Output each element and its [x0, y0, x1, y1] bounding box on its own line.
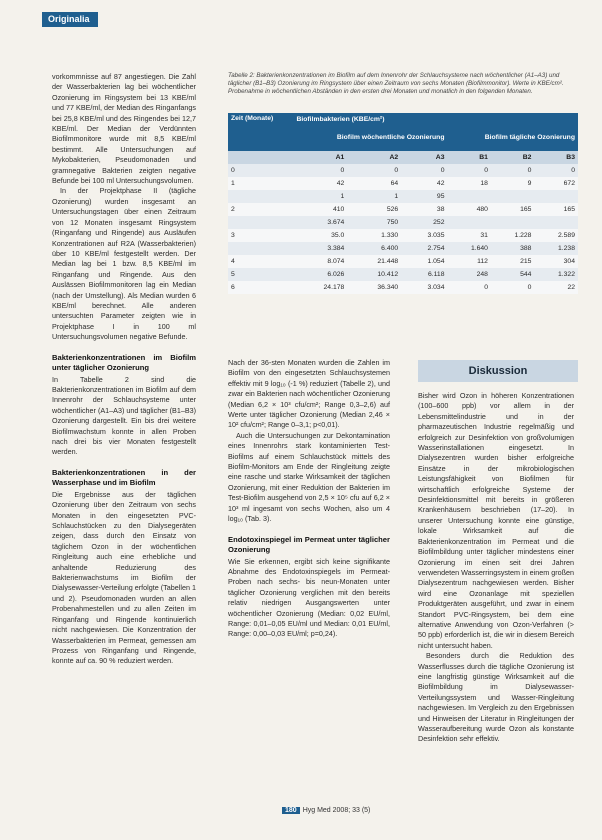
subheading: Bakterienkonzentrationen in der Wasserphase und im Biofilm — [52, 467, 196, 487]
column-headers-row — [228, 151, 578, 164]
cell-value: 31 — [447, 229, 490, 242]
cell-value: 0 — [347, 164, 401, 177]
cell-value: 480 — [447, 203, 490, 216]
cell-value: 24.178 — [293, 281, 347, 294]
col-header-a2: A2 — [347, 151, 401, 164]
cell-value: 22 — [534, 281, 578, 294]
cell-value: 248 — [447, 268, 490, 281]
cell-value: 42 — [293, 177, 347, 190]
cell-value: 1.322 — [534, 268, 578, 281]
cell-value: 1.640 — [447, 242, 490, 255]
table-row — [228, 281, 578, 294]
table-row — [228, 216, 578, 229]
cell-value: 750 — [347, 216, 401, 229]
subheading: Endotoxinspiegel im Permeat unter täglicher Ozonierung — [228, 534, 390, 554]
cell-value: 252 — [401, 216, 447, 229]
cell-value: 1.238 — [534, 242, 578, 255]
cell-value: 35.0 — [293, 229, 347, 242]
paragraph: Besonders durch die Reduktion des Wasserflusses durch die tägliche Ozonierung ist eine langfristig günstige Wirksamkeit auf die Biofilmbildung im Dialysewasser-Verteilungssystem und Wasser-Ringleitung nachgewiesen. Im Vergleich zu den Ergebnissen und Hinweisen der Literatur in Ringleitungen der Wasseraufbereitung wurde Ozon als konstante Desinfektion sehr effektiv. — [418, 651, 574, 744]
cell-value: 526 — [347, 203, 401, 216]
cell-value: 2.589 — [534, 229, 578, 242]
paragraph: In der Projektphase II (tägliche Ozonierung) wurden insgesamt an Untersuchungstagen über einen Zeitraum von 12 Monaten insgesamt Ringsystem (Ringanfang und Ringende) aus Ausläufen Konzentrationen auf R2A (Wasserbakterien) über 10 KBE/ml festgestellt werden. Der Median lag bei 1 bzw. 8,5 KBE/ml im Ringanfang und Ringende. Aus den Auslässen Biofilmmonitoren lag ein Median (nach der Umstellung). Als Median wurden 6 KBE/ml berechnet. Alle anderen untersuchten Parameter zeigten wie in Projektphase I in 100 ml Untersuchungsvolumen negative Befunde. — [52, 186, 196, 342]
cell-value: 1 — [347, 190, 401, 203]
table-row — [228, 177, 578, 190]
cell-value — [491, 216, 534, 229]
cell-value: 18 — [447, 177, 490, 190]
cell-value: 42 — [401, 177, 447, 190]
cell-value: 165 — [491, 203, 534, 216]
cell-value: 3.384 — [293, 242, 347, 255]
col-header-b1: B1 — [447, 151, 490, 164]
section-tag: Originalia — [42, 12, 98, 27]
col-header-empty — [228, 151, 293, 164]
page-footer — [282, 807, 370, 814]
cell-value: 6.400 — [347, 242, 401, 255]
cell-month: 4 — [228, 255, 293, 268]
cell-value: 0 — [293, 164, 347, 177]
cell-month: 5 — [228, 268, 293, 281]
cell-month: 6 — [228, 281, 293, 294]
cell-value: 64 — [347, 177, 401, 190]
cell-value — [447, 190, 490, 203]
paragraph: Die Ergebnisse aus der täglichen Ozonierung über den Zeitraum von sechs Monaten in den eingesetzten PVC-Schlauchstücken zu den Dialysegeräten zeigen, dass durch den Einsatz von täglichem Ozon in der wöchentlichen Ringleitung auch eine erhebliche und anhaltende Reduzierung des Bakterienwachstums im Biofilm der Dialysewasser-Verteilung erfolgte (Tabellen 1 und 2). Pseudomonaden wurden an allen Probenahmestellen und zu allen Zeiten im Ringanfang und Ringende kontinuierlich nicht nachgewiesen. Die Konzentration der Wasserbakterien im Permeat, gemessen am Prozess von Ringanfang und Ringende, konnte auf ca. 90 % reduziert werden. — [52, 489, 196, 666]
cell-value: 1 — [293, 190, 347, 203]
cell-value: 6.026 — [293, 268, 347, 281]
cell-value: 1.054 — [401, 255, 447, 268]
table-caption: Tabelle 2: Bakterienkonzentrationen im Biofilm auf dem Innenrohr der Schlauchsysteme nach wöchentlicher (A1–A3) und täglicher (B1–B3) Ozonierung im Ringsystem über einen Zeitraum von sechs Monaten (Biofilmmonitor). Werte in KBE/cm². Probenahme in wöchentlichen Abständen in den ersten drei Monaten und monatlich in den folgenden Monaten. — [228, 72, 564, 95]
paragraph: vorkommnisse auf 87 angestiegen. Die Zahl der Wasserbakterien lag bei wöchentlicher Ozonierung im Ringsystem bei 13 KBE/ml und 77 KBE/ml, der Median des Ringanfangs bei 25,8 KBE/ml und des Ringendes bei 12,7 KBE/ml. Der Median der Verdünnten Biofilmmonitore wurde mit 8,5 KBE/ml bestimmt. Alle Untersuchungen auf Mykobakterien, Pseudomonaden und gramnegative Bakterien zeigten negative Befunde bei 100 ml Untersuchungsvolumen. — [52, 72, 196, 186]
journal-reference: Hyg Med 2008; 33 (5) — [302, 807, 371, 814]
cell-value: 36.340 — [347, 281, 401, 294]
paragraph: Auch die Untersuchungen zur Dekontamination eines Innenrohrs stark kontaminierten Test-Biofilms auf einem Schlauchstück mittels des Biofilm-Monitors am Ende der Ringleitung zeigte eine rasche und starke Wirksamkeit der täglichen Ozonierung, mit einer Reduktion der Bakterien im Test-Biofilm ausgehend von 2,5 × 10⁵ cfu auf 6,2 × 10³ ml ingesamt von sechs Wochen, also um 4 log₁₀ (Tab. 3). — [228, 430, 390, 524]
paragraph: Bisher wird Ozon in höheren Konzentrationen (100–600 ppb) vor allem in der Lebensmittelindustrie und in der pharmazeutischen Industrie regelmäßig und erfolgreich zur Desinfektion von großvolumigen Wasserinstallationen eingesetzt. In Dialysezentren wurden bisher erfolgreiche Einsätze in der mikrobiologischen Leistungsfähigkeit von Biofilmen für wirtschaftlich erfolgreiche Systeme der Desinfektionsmittel mit bereits in größeren Krankenhäusern beschrieben (17–20). In unserer Untersuchung konnte eine günstige, lokale Wirksamkeit auf die Bakterienkonzentration im Permeat und die Biofilmbildung unter täglicher mindestens einer Ozonierung im einen seit drei Jahren verwendeten Wasserringsystem in einem großen Dialysezentrum nachgewiesen werden. Bisher wird eine Ozonanlage mit speziellen Produktgeräten ausgeführt, und zwar in einem Standort PVC-Ringsystem, bei dem eine alternative Anwendung von Ozon-Verfahren (> 50 ppb) erforderlich ist, die wir in diesem Bereich nicht untersucht haben. — [418, 391, 574, 650]
cell-value: 410 — [293, 203, 347, 216]
table-row — [228, 268, 578, 281]
subheading: Bakterienkonzentrationen im Biofilm unter täglicher Ozonierung — [52, 352, 196, 372]
cell-value: 304 — [534, 255, 578, 268]
cell-month — [228, 216, 293, 229]
right-text-column — [418, 391, 574, 745]
paragraph: Nach der 36-sten Monaten wurden die Zahlen im Biofilm von den eingesetzten Schlauchsystemen effektiv mit 9 log₁₀ (-1 %) reduziert (Tabelle 2), und zwar ein Bakterien nach wöchentlicher Ozonierung (Median 6,2 × 10³ cfu/cm²; Range 0,3–2,6) auf Werte unter täglicher Ozonierung (Median 2,46 × 10² cfu/cm²; Range 0–3,1; p<0,01). — [228, 358, 390, 430]
cell-value: 0 — [447, 164, 490, 177]
table-title-header: Biofilmbakterien (KBE/cm²) — [293, 113, 578, 125]
cell-value: 2.754 — [401, 242, 447, 255]
biofilm-table — [228, 113, 578, 294]
cell-value: 215 — [491, 255, 534, 268]
cell-value: 112 — [447, 255, 490, 268]
table-body — [228, 164, 578, 294]
cell-value: 0 — [491, 281, 534, 294]
page-number: 180 — [282, 807, 300, 814]
biofilm-table-container — [228, 113, 578, 294]
col-header-a1: A1 — [293, 151, 347, 164]
col-header-b2: B2 — [491, 151, 534, 164]
cell-value: 672 — [534, 177, 578, 190]
cell-value: 0 — [491, 164, 534, 177]
cell-value: 3.034 — [401, 281, 447, 294]
middle-text-column — [228, 358, 390, 640]
cell-value: 6.118 — [401, 268, 447, 281]
cell-value — [491, 190, 534, 203]
cell-value: 9 — [491, 177, 534, 190]
cell-value: 95 — [401, 190, 447, 203]
cell-value — [534, 190, 578, 203]
cell-value: 165 — [534, 203, 578, 216]
cell-month — [228, 242, 293, 255]
table-row — [228, 242, 578, 255]
col-header-zeit: Zeit (Monate) — [228, 113, 293, 151]
group-header-weekly: Biofilm wöchentliche Ozonierung — [293, 125, 447, 151]
cell-value: 388 — [491, 242, 534, 255]
table-row — [228, 229, 578, 242]
cell-value: 8.074 — [293, 255, 347, 268]
cell-value: 544 — [491, 268, 534, 281]
table-row — [228, 255, 578, 268]
discussion-heading: Diskussion — [418, 360, 578, 382]
cell-value: 1.228 — [491, 229, 534, 242]
cell-month: 0 — [228, 164, 293, 177]
table-row — [228, 203, 578, 216]
cell-value: 3.035 — [401, 229, 447, 242]
left-text-column — [52, 72, 196, 667]
cell-value: 0 — [534, 164, 578, 177]
paragraph: Wie Sie erkennen, ergibt sich keine signifikante Abnahme des Endotoxinspiegels im Permeat-Proben nach sechs- bis neun-Monaten unter täglicher Ozonierung verglichen mit den bereits relativ niedrigen Ausgangswerten unter wöchentlicher Ozonierung (Median: 0,02 EU/ml, Range: 0,01–0,05 EU/ml und Median: 0,01 EU/ml, Range: 0,00–0,03 EU/ml; p=0,24). — [228, 556, 390, 639]
cell-value — [447, 216, 490, 229]
group-header-daily: Biofilm tägliche Ozonierung — [447, 125, 578, 151]
cell-month: 3 — [228, 229, 293, 242]
table-row — [228, 190, 578, 203]
paragraph: In Tabelle 2 sind die Bakterienkonzentrationen im Biofilm auf dem Innenrohr der Schlauchsysteme unter wöchentlicher (A1–A3) und täglicher (B1–B3) Ozonierung dargestellt. Ein bis drei weitere Biofilmwachstum konnte in allen Proben nach drei bis vier Monaten festgestellt werden. — [52, 374, 196, 457]
table-row — [228, 164, 578, 177]
cell-month — [228, 190, 293, 203]
cell-value: 21.448 — [347, 255, 401, 268]
cell-value: 0 — [447, 281, 490, 294]
cell-value: 10.412 — [347, 268, 401, 281]
col-header-a3: A3 — [401, 151, 447, 164]
cell-value: 0 — [401, 164, 447, 177]
cell-value — [534, 216, 578, 229]
cell-value: 38 — [401, 203, 447, 216]
cell-value: 1.330 — [347, 229, 401, 242]
col-header-b3: B3 — [534, 151, 578, 164]
cell-month: 1 — [228, 177, 293, 190]
cell-value: 3.674 — [293, 216, 347, 229]
cell-month: 2 — [228, 203, 293, 216]
